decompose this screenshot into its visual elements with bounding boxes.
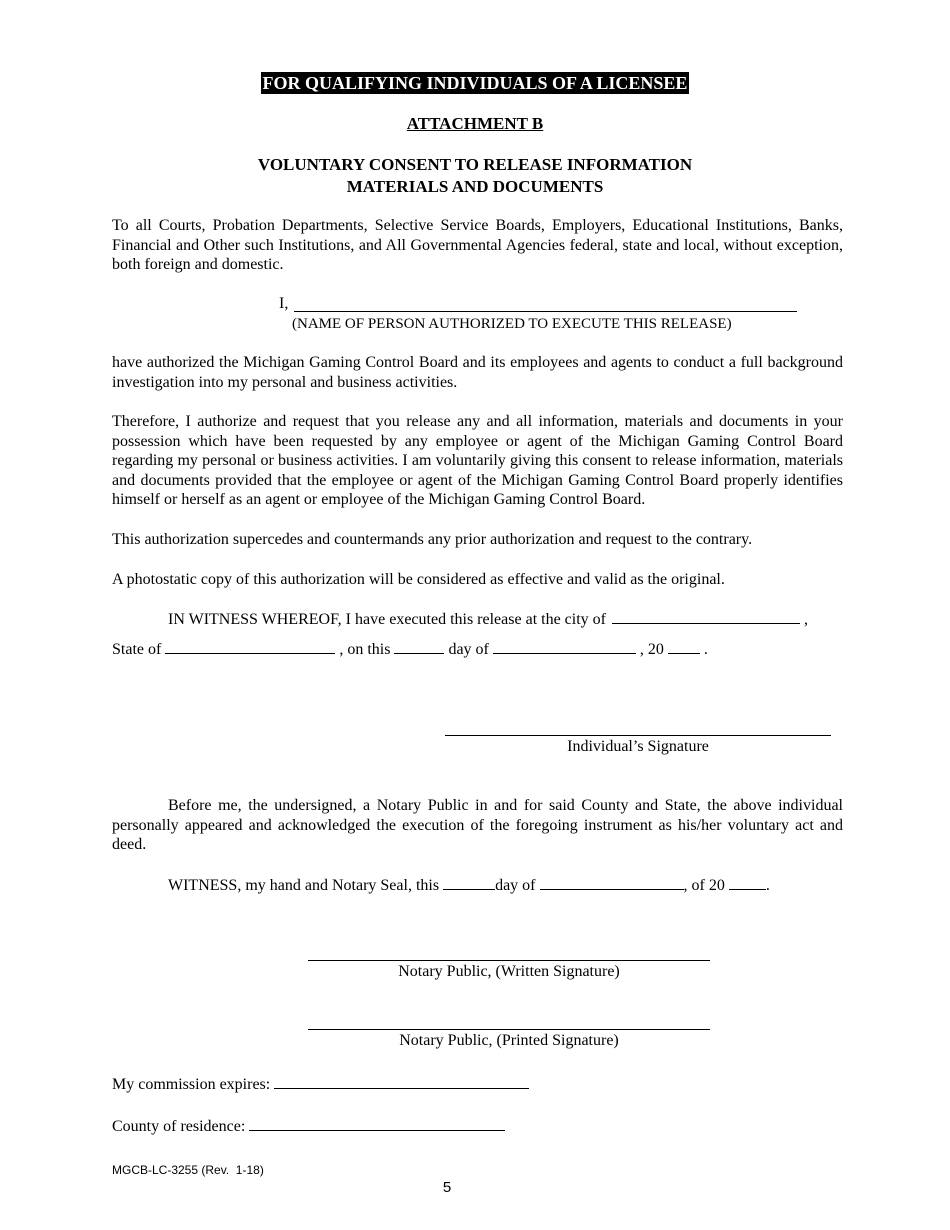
therefore-paragraph: Therefore, I authorize and request that you release any and all information, materials and documents in your possession which have been requested by any employee or agent of the Michigan Gaming Control Board regarding my personal or business activities. I am voluntarily giving this consent to release information, materials and documents provided that the employee or agent of the Michigan Gaming Control Board properly identifies himself or herself as an agent or employee of the Michigan Gaming Control Board.	[112, 413, 843, 509]
notary-day-of-text: day of	[495, 877, 536, 894]
state-field[interactable]	[165, 639, 335, 654]
notary-statement: Before me, the undersigned, a Notary Public in and for said County and State, the above individual personally appeared and acknowledged the execution of the foregoing instrument as his/her voluntary act and deed.	[112, 797, 843, 854]
witness-line-1-end: ,	[804, 611, 808, 628]
notary-written-signature-label: Notary Public, (Written Signature)	[398, 963, 620, 980]
year-field[interactable]	[668, 639, 700, 654]
header-banner-row	[0, 72, 950, 94]
form-id: MGCB-LC-3255 (Rev. 1-18)	[112, 1163, 264, 1177]
authorized-paragraph: have authorized the Michigan Gaming Control Board and its employees and agents to conduct a full background investigation into my personal and business activities.	[112, 354, 843, 391]
name-caption: (NAME OF PERSON AUTHORIZED TO EXECUTE THIS RELEASE)	[292, 316, 732, 332]
day-of-text: day of	[448, 641, 489, 658]
county-row	[112, 1116, 505, 1137]
notary-witness-text: WITNESS, my hand and Notary Seal, this	[168, 877, 440, 894]
witness-line-1	[168, 609, 808, 630]
individual-signature-label: Individual’s Signature	[567, 738, 709, 755]
i-prefix: I,	[279, 295, 289, 312]
witness-line-2	[112, 639, 708, 660]
county-label: County of residence:	[112, 1118, 246, 1135]
attachment-heading: ATTACHMENT B	[406, 114, 544, 133]
state-label: State of	[112, 641, 162, 658]
photostatic-paragraph: A photostatic copy of this authorization will be considered as effective and valid as the original.	[112, 571, 725, 588]
witness-line-1-text: IN WITNESS WHEREOF, I have executed this release at the city of	[168, 611, 606, 628]
page-number: 5	[442, 1179, 452, 1196]
name-field[interactable]	[294, 311, 797, 312]
header-banner: FOR QUALIFYING INDIVIDUALS OF A LICENSEE	[262, 73, 688, 93]
notary-printed-signature-line[interactable]	[308, 1029, 710, 1030]
individual-signature-line[interactable]	[445, 735, 831, 736]
notary-witness-end: .	[765, 877, 770, 894]
month-field[interactable]	[493, 639, 636, 654]
notary-of-20-text: , of 20	[683, 877, 725, 894]
title-line-1: VOLUNTARY CONSENT TO RELEASE INFORMATION	[257, 155, 693, 174]
supercedes-paragraph: This authorization supercedes and countermands any prior authorization and request to the contrary.	[112, 531, 753, 548]
notary-printed-signature-label: Notary Public, (Printed Signature)	[399, 1032, 619, 1049]
addressees-paragraph: To all Courts, Probation Departments, Selective Service Boards, Employers, Educational Institutions, Banks, Financial and Other such Institutions, and All Governmental Agencies federal, state and local, without exception, both foreign and domestic.	[112, 217, 843, 274]
witness-line-2-end: .	[703, 641, 708, 658]
commission-row	[112, 1074, 529, 1095]
on-this-text: , on this	[339, 641, 391, 658]
notary-day-field[interactable]	[443, 875, 495, 890]
commission-label: My commission expires:	[112, 1076, 271, 1093]
city-field[interactable]	[612, 609, 800, 624]
day-field[interactable]	[394, 639, 444, 654]
notary-month-field[interactable]	[540, 875, 684, 890]
year-prefix-text: , 20	[639, 641, 664, 658]
title-line-2: MATERIALS AND DOCUMENTS	[346, 177, 604, 196]
commission-field[interactable]	[274, 1074, 529, 1089]
notary-year-field[interactable]	[729, 875, 766, 890]
notary-written-signature-line[interactable]	[308, 960, 710, 961]
county-field[interactable]	[249, 1116, 505, 1131]
notary-witness-line	[168, 875, 770, 896]
